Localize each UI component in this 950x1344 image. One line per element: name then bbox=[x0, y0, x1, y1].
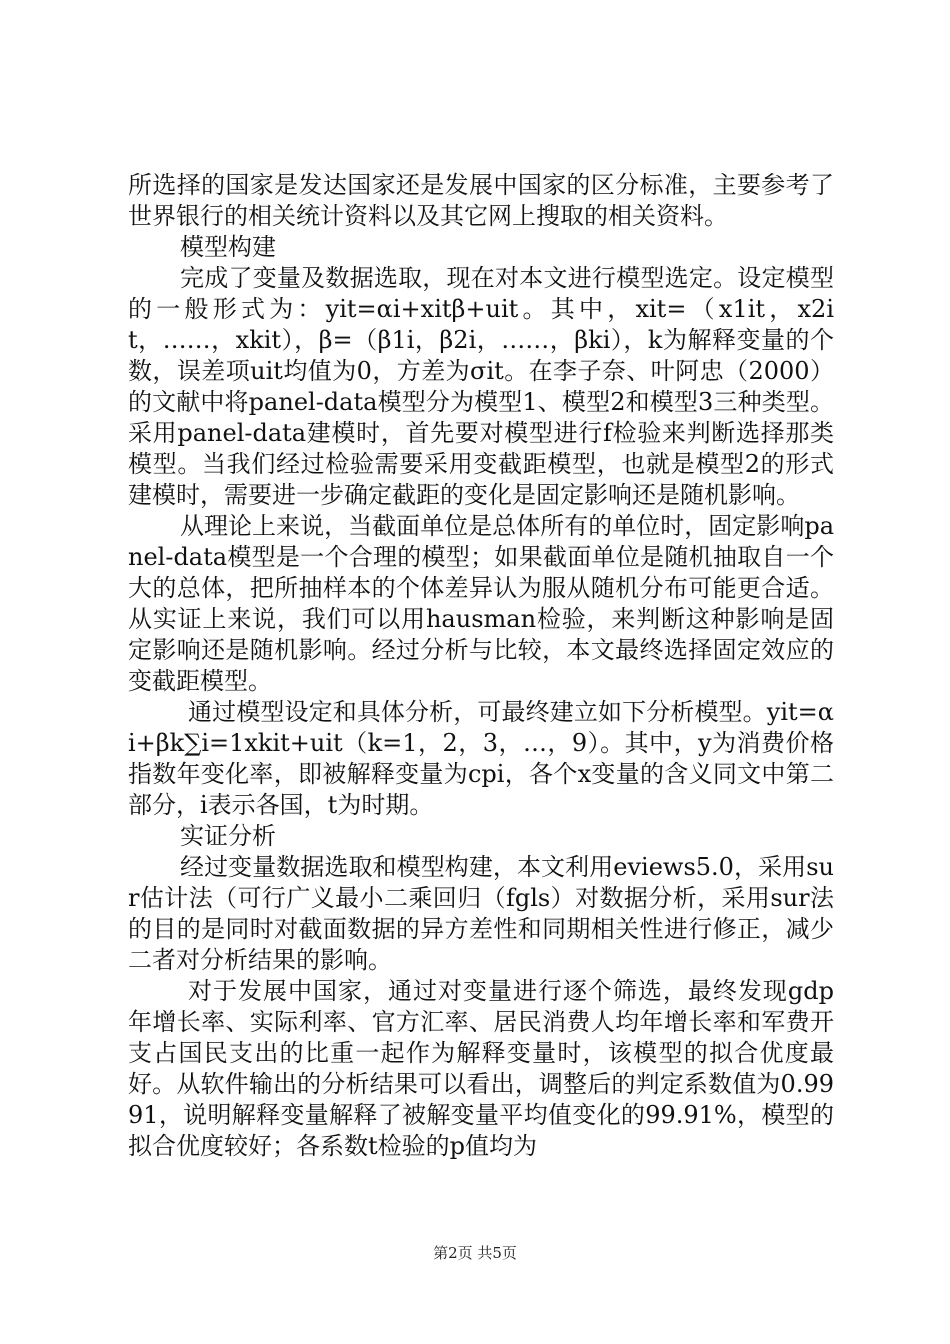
document-body bbox=[128, 170, 834, 1162]
paragraph-final-model: 通过模型设定和具体分析，可最终建立如下分析模型。yit=αi+βk∑i=1xkit+uit（k=1，2，3，…，9）。其中，y为消费价格指数年变化率，即被解释变量为cpi，各个x变量的含义同文中第二部分，i表示各国，t为时期。 bbox=[128, 698, 834, 819]
page-number-footer: 第2页 共5页 bbox=[433, 1244, 517, 1262]
paragraph-theory: 从理论上来说，当截面单位是总体所有的单位时，固定影响panel-data模型是一个合理的模型；如果截面单位是随机抽取自一个大的总体，把所抽样本的个体差异认为服从随机分布可能更合适。从实证上来说，我们可以用hausman检验，来判断这种影响是固定影响还是随机影响。经过分析与比较，本文最终选择固定效应的变截距模型。 bbox=[128, 512, 834, 695]
section-heading-model-building: 模型构建 bbox=[180, 233, 276, 261]
section-heading-empirical-analysis: 实证分析 bbox=[180, 822, 276, 850]
paragraph-estimation-method: 经过变量数据选取和模型构建，本文利用eviews5.0，采用sur估计法（可行广义最小二乘回归（fgls）对数据分析，采用sur法的目的是同时对截面数据的异方差性和同期相关性进行修正，减少二者对分析结果的影响。 bbox=[128, 853, 834, 974]
paragraph-model-form: 完成了变量及数据选取，现在对本文进行模型选定。设定模型的一般形式为：yit=αi+xitβ+uit。其中，xit=（x1it，x2it，……，xkit），β=（β1i，β2i，……，βki），k为解释变量的个数，误差项uit均值为0，方差为σit。在李子奈、叶阿忠（2000）的文献中将panel-data模型分为模型1、模型2和模型3三种类型。采用panel-data建模时，首先要对模型进行f检验来判断选择那类模型。当我们经过检验需要采用变截距模型，也就是模型2的形式建模时，需要进一步确定截距的变化是固定影响还是随机影响。 bbox=[128, 264, 834, 509]
paragraph-country-classification: 所选择的国家是发达国家还是发展中国家的区分标准，主要参考了世界银行的相关统计资料以及其它网上搜取的相关资料。 bbox=[128, 171, 834, 230]
paragraph-developing-countries: 对于发展中国家，通过对变量进行逐个筛选，最终发现gdp年增长率、实际利率、官方汇率、居民消费人均年增长率和军费开支占国民支出的比重一起作为解释变量时，该模型的拟合优度最好。从软件输出的分析结果可以看出，调整后的判定系数值为0.9991，说明解释变量解释了被解变量平均值变化的99.91%，模型的拟合优度较好；各系数t检验的p值均为 bbox=[128, 977, 834, 1160]
